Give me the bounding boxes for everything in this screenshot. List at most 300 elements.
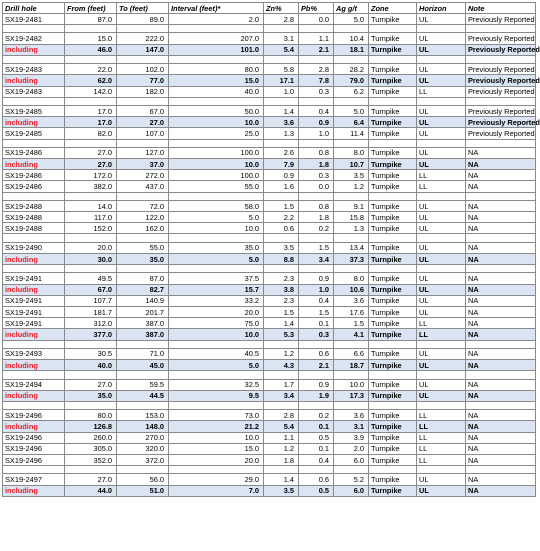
zone-cell: Turnpike [369, 75, 417, 86]
empty-cell [417, 139, 466, 147]
zone-cell: Turnpike [369, 443, 417, 454]
including-row [3, 159, 536, 170]
zn-cell: 5.8 [264, 64, 299, 75]
empty-cell [417, 401, 466, 409]
pb-cell: 0.2 [299, 410, 334, 421]
pb-cell: 0.5 [299, 432, 334, 443]
empty-cell [3, 340, 65, 348]
to-cell: 140.9 [117, 295, 169, 306]
zone-cell: Turnpike [369, 33, 417, 44]
empty-cell [264, 371, 299, 379]
horizon-cell: UL [417, 284, 466, 295]
drill-hole-cell: including [3, 284, 65, 295]
interval-cell: 20.0 [169, 454, 264, 465]
zn-cell: 1.5 [264, 200, 299, 211]
table-row [3, 170, 536, 181]
note-cell: NA [466, 318, 536, 329]
ag-cell: 5.0 [334, 14, 369, 25]
to-cell: 59.5 [117, 379, 169, 390]
interval-cell: 29.0 [169, 474, 264, 485]
empty-cell [334, 192, 369, 200]
empty-cell [369, 401, 417, 409]
empty-cell [369, 234, 417, 242]
zn-cell: 7.9 [264, 159, 299, 170]
zone-cell: Turnpike [369, 318, 417, 329]
ag-cell: 6.4 [334, 117, 369, 128]
from-cell: 49.5 [65, 273, 117, 284]
empty-cell [169, 97, 264, 105]
empty-cell [264, 401, 299, 409]
table-row [3, 223, 536, 234]
empty-cell [169, 192, 264, 200]
from-cell: 17.0 [65, 106, 117, 117]
interval-cell: 50.0 [169, 106, 264, 117]
zn-cell: 1.7 [264, 379, 299, 390]
zone-cell: Turnpike [369, 421, 417, 432]
to-cell: 122.0 [117, 212, 169, 223]
pb-cell: 0.3 [299, 86, 334, 97]
zn-cell: 0.9 [264, 170, 299, 181]
horizon-cell: UL [417, 390, 466, 401]
drill-hole-cell: SX19-2488 [3, 212, 65, 223]
note-cell: NA [466, 474, 536, 485]
zone-cell: Turnpike [369, 44, 417, 55]
ag-cell: 5.2 [334, 474, 369, 485]
empty-cell [117, 25, 169, 33]
empty-cell [417, 466, 466, 474]
zone-cell: Turnpike [369, 147, 417, 158]
empty-cell [417, 25, 466, 33]
pb-cell: 0.3 [299, 329, 334, 340]
ag-cell: 28.2 [334, 64, 369, 75]
drill-hole-cell: SX19-2485 [3, 128, 65, 139]
zn-cell: 5.3 [264, 329, 299, 340]
zone-cell: Turnpike [369, 454, 417, 465]
empty-cell [169, 401, 264, 409]
empty-cell [264, 55, 299, 63]
empty-cell [334, 401, 369, 409]
ag-cell: 5.0 [334, 106, 369, 117]
empty-cell [417, 192, 466, 200]
zn-cell: 5.4 [264, 421, 299, 432]
empty-cell [65, 55, 117, 63]
table-body [3, 14, 540, 497]
empty-cell [369, 466, 417, 474]
to-cell: 162.0 [117, 223, 169, 234]
from-cell: 27.0 [65, 379, 117, 390]
empty-cell [117, 340, 169, 348]
pb-cell: 3.4 [299, 253, 334, 264]
to-cell: 71.0 [117, 348, 169, 359]
note-cell: NA [466, 360, 536, 371]
zn-cell: 2.8 [264, 410, 299, 421]
interval-cell: 21.2 [169, 421, 264, 432]
empty-cell [466, 25, 536, 33]
from-cell: 40.0 [65, 360, 117, 371]
note-cell: NA [466, 284, 536, 295]
from-cell: 67.0 [65, 284, 117, 295]
pb-cell: 0.0 [299, 14, 334, 25]
drill-hole-cell: SX19-2496 [3, 443, 65, 454]
table-row [3, 106, 536, 117]
interval-cell: 32.5 [169, 379, 264, 390]
pb-cell: 0.2 [299, 223, 334, 234]
including-row [3, 117, 536, 128]
empty-cell [3, 234, 65, 242]
spacer-row [3, 25, 536, 33]
empty-cell [417, 340, 466, 348]
drill-hole-cell: including [3, 44, 65, 55]
pb-cell: 0.1 [299, 443, 334, 454]
to-cell: 37.0 [117, 159, 169, 170]
zn-cell: 2.6 [264, 147, 299, 158]
to-cell: 372.0 [117, 454, 169, 465]
horizon-cell: UL [417, 474, 466, 485]
including-row [3, 360, 536, 371]
table-row [3, 128, 536, 139]
from-cell: 142.0 [65, 86, 117, 97]
from-cell: 382.0 [65, 181, 117, 192]
drill-hole-cell: including [3, 329, 65, 340]
empty-cell [65, 192, 117, 200]
pb-cell: 1.5 [299, 242, 334, 253]
note-cell: Previously Reported [466, 64, 536, 75]
to-cell: 51.0 [117, 485, 169, 496]
empty-cell [3, 25, 65, 33]
horizon-cell: UL [417, 117, 466, 128]
ag-cell: 10.6 [334, 284, 369, 295]
horizon-cell: UL [417, 242, 466, 253]
zone-cell: Turnpike [369, 253, 417, 264]
zone-cell: Turnpike [369, 14, 417, 25]
pb-cell: 0.4 [299, 454, 334, 465]
empty-cell [299, 97, 334, 105]
pb-cell: 1.0 [299, 284, 334, 295]
note-cell: Previously Reported [466, 106, 536, 117]
note-cell: NA [466, 147, 536, 158]
pb-cell: 0.9 [299, 117, 334, 128]
zn-cell: 2.2 [264, 212, 299, 223]
from-cell: 30.5 [65, 348, 117, 359]
horizon-cell: UL [417, 223, 466, 234]
empty-cell [117, 139, 169, 147]
interval-cell: 10.0 [169, 432, 264, 443]
interval-cell: 100.0 [169, 147, 264, 158]
interval-cell: 100.0 [169, 170, 264, 181]
empty-cell [65, 97, 117, 105]
note-cell: NA [466, 181, 536, 192]
empty-cell [169, 55, 264, 63]
spacer-row [3, 192, 536, 200]
drill-hole-cell: SX19-2486 [3, 170, 65, 181]
note-cell: NA [466, 212, 536, 223]
zn-cell: 1.4 [264, 474, 299, 485]
to-cell: 272.0 [117, 170, 169, 181]
zone-cell: Turnpike [369, 242, 417, 253]
empty-cell [334, 466, 369, 474]
table-row [3, 273, 536, 284]
horizon-cell: UL [417, 253, 466, 264]
including-row [3, 329, 536, 340]
zn-cell: 3.1 [264, 33, 299, 44]
zone-cell: Turnpike [369, 360, 417, 371]
zone-cell: Turnpike [369, 273, 417, 284]
ag-cell: 8.0 [334, 273, 369, 284]
to-cell: 89.0 [117, 14, 169, 25]
from-cell: 126.8 [65, 421, 117, 432]
table-row [3, 318, 536, 329]
from-cell: 14.0 [65, 200, 117, 211]
spacer-row [3, 466, 536, 474]
pb-cell: 0.4 [299, 106, 334, 117]
empty-cell [417, 371, 466, 379]
interval-cell: 20.0 [169, 307, 264, 318]
interval-cell: 25.0 [169, 128, 264, 139]
pb-cell: 2.1 [299, 360, 334, 371]
drill-hole-cell: SX19-2482 [3, 33, 65, 44]
empty-cell [299, 55, 334, 63]
pb-cell: 0.9 [299, 379, 334, 390]
empty-cell [117, 192, 169, 200]
zn-cell: 8.8 [264, 253, 299, 264]
zone-cell: Turnpike [369, 474, 417, 485]
zone-cell: Turnpike [369, 284, 417, 295]
pb-cell: 1.9 [299, 390, 334, 401]
drill-hole-cell: including [3, 360, 65, 371]
horizon-cell: LL [417, 181, 466, 192]
zone-cell: Turnpike [369, 348, 417, 359]
drill-hole-cell: SX19-2490 [3, 242, 65, 253]
zone-cell: Turnpike [369, 159, 417, 170]
horizon-cell: UL [417, 295, 466, 306]
table-row [3, 181, 536, 192]
pb-cell: 1.8 [299, 159, 334, 170]
empty-cell [117, 97, 169, 105]
note-cell: Previously Reported [466, 75, 536, 86]
zn-cell: 4.3 [264, 360, 299, 371]
empty-cell [369, 97, 417, 105]
drill-hole-cell: including [3, 159, 65, 170]
empty-cell [334, 25, 369, 33]
drill-hole-cell: SX19-2497 [3, 474, 65, 485]
from-cell: 107.7 [65, 295, 117, 306]
horizon-cell: UL [417, 75, 466, 86]
empty-cell [369, 192, 417, 200]
empty-cell [299, 401, 334, 409]
zone-cell: Turnpike [369, 223, 417, 234]
interval-cell: 9.5 [169, 390, 264, 401]
drill-hole-cell: SX19-2481 [3, 14, 65, 25]
zn-cell: 17.1 [264, 75, 299, 86]
empty-cell [264, 340, 299, 348]
ag-cell: 6.0 [334, 485, 369, 496]
pb-cell: 0.8 [299, 147, 334, 158]
empty-cell [466, 401, 536, 409]
empty-cell [369, 25, 417, 33]
horizon-cell: LL [417, 421, 466, 432]
to-cell: 107.0 [117, 128, 169, 139]
table-row [3, 307, 536, 318]
interval-cell: 40.5 [169, 348, 264, 359]
empty-cell [65, 401, 117, 409]
empty-cell [3, 139, 65, 147]
empty-cell [466, 192, 536, 200]
pb-cell: 1.5 [299, 307, 334, 318]
including-row [3, 253, 536, 264]
horizon-cell: LL [417, 329, 466, 340]
empty-cell [299, 371, 334, 379]
zn-cell: 1.1 [264, 432, 299, 443]
drill-hole-cell: including [3, 75, 65, 86]
horizon-cell: UL [417, 212, 466, 223]
empty-cell [3, 265, 65, 273]
from-cell: 22.0 [65, 64, 117, 75]
empty-cell [417, 97, 466, 105]
ag-cell: 79.0 [334, 75, 369, 86]
zn-cell: 1.2 [264, 443, 299, 454]
to-cell: 222.0 [117, 33, 169, 44]
zn-cell: 3.6 [264, 117, 299, 128]
ag-cell: 3.5 [334, 170, 369, 181]
from-cell: 305.0 [65, 443, 117, 454]
note-cell: NA [466, 454, 536, 465]
spacer-row [3, 371, 536, 379]
to-cell: 77.0 [117, 75, 169, 86]
table-row [3, 212, 536, 223]
including-row [3, 284, 536, 295]
zone-cell: Turnpike [369, 432, 417, 443]
interval-cell: 10.0 [169, 159, 264, 170]
zone-cell: Turnpike [369, 64, 417, 75]
pb-cell: 0.9 [299, 273, 334, 284]
header-from: From (feet) [65, 3, 117, 14]
zn-cell: 2.3 [264, 273, 299, 284]
zn-cell: 1.4 [264, 318, 299, 329]
spacer-row [3, 139, 536, 147]
drill-hole-cell: SX19-2491 [3, 318, 65, 329]
from-cell: 352.0 [65, 454, 117, 465]
header-note: Note [466, 3, 536, 14]
to-cell: 35.0 [117, 253, 169, 264]
empty-cell [117, 371, 169, 379]
ag-cell: 3.6 [334, 410, 369, 421]
header-horizon: Horizon [417, 3, 466, 14]
note-cell: NA [466, 253, 536, 264]
interval-cell: 5.0 [169, 253, 264, 264]
empty-cell [264, 234, 299, 242]
empty-cell [299, 25, 334, 33]
empty-cell [334, 55, 369, 63]
drill-hole-cell: including [3, 253, 65, 264]
to-cell: 270.0 [117, 432, 169, 443]
empty-cell [334, 340, 369, 348]
interval-cell: 2.0 [169, 14, 264, 25]
ag-cell: 17.6 [334, 307, 369, 318]
horizon-cell: UL [417, 128, 466, 139]
pb-cell: 0.1 [299, 318, 334, 329]
note-cell: NA [466, 273, 536, 284]
empty-cell [65, 139, 117, 147]
pb-cell: 1.0 [299, 128, 334, 139]
ag-cell: 3.1 [334, 421, 369, 432]
from-cell: 117.0 [65, 212, 117, 223]
interval-cell: 10.0 [169, 117, 264, 128]
ag-cell: 4.1 [334, 329, 369, 340]
empty-cell [117, 401, 169, 409]
interval-cell: 75.0 [169, 318, 264, 329]
to-cell: 153.0 [117, 410, 169, 421]
spacer-row [3, 340, 536, 348]
zone-cell: Turnpike [369, 117, 417, 128]
pb-cell: 0.8 [299, 200, 334, 211]
to-cell: 201.7 [117, 307, 169, 318]
drill-hole-cell: SX19-2496 [3, 454, 65, 465]
empty-cell [299, 265, 334, 273]
empty-cell [369, 55, 417, 63]
zone-cell: Turnpike [369, 410, 417, 421]
table-row [3, 33, 536, 44]
empty-cell [264, 265, 299, 273]
zn-cell: 3.8 [264, 284, 299, 295]
empty-cell [417, 265, 466, 273]
ag-cell: 10.0 [334, 379, 369, 390]
horizon-cell: UL [417, 273, 466, 284]
including-row [3, 390, 536, 401]
empty-cell [169, 234, 264, 242]
ag-cell: 15.8 [334, 212, 369, 223]
from-cell: 27.0 [65, 159, 117, 170]
note-cell: NA [466, 159, 536, 170]
drill-hole-cell: including [3, 485, 65, 496]
zone-cell: Turnpike [369, 181, 417, 192]
drill-results-sheet [2, 2, 540, 497]
drill-results-table [2, 2, 540, 497]
zone-cell: Turnpike [369, 212, 417, 223]
horizon-cell: UL [417, 348, 466, 359]
ag-cell: 6.2 [334, 86, 369, 97]
empty-cell [169, 25, 264, 33]
pb-cell: 2.8 [299, 64, 334, 75]
table-row [3, 379, 536, 390]
to-cell: 147.0 [117, 44, 169, 55]
from-cell: 17.0 [65, 117, 117, 128]
pb-cell: 0.0 [299, 181, 334, 192]
drill-hole-cell: SX19-2486 [3, 147, 65, 158]
empty-cell [264, 139, 299, 147]
ag-cell: 9.1 [334, 200, 369, 211]
ag-cell: 37.3 [334, 253, 369, 264]
horizon-cell: UL [417, 485, 466, 496]
ag-cell: 3.6 [334, 295, 369, 306]
zn-cell: 1.0 [264, 86, 299, 97]
to-cell: 102.0 [117, 64, 169, 75]
empty-cell [466, 371, 536, 379]
note-cell: NA [466, 295, 536, 306]
pb-cell: 0.6 [299, 474, 334, 485]
empty-cell [169, 466, 264, 474]
empty-cell [334, 97, 369, 105]
header-row [3, 3, 536, 14]
empty-cell [369, 265, 417, 273]
from-cell: 172.0 [65, 170, 117, 181]
drill-hole-cell: SX19-2496 [3, 410, 65, 421]
ag-cell: 18.1 [334, 44, 369, 55]
table-row [3, 454, 536, 465]
pb-cell: 0.6 [299, 348, 334, 359]
pb-cell: 7.8 [299, 75, 334, 86]
empty-cell [466, 139, 536, 147]
including-row [3, 44, 536, 55]
